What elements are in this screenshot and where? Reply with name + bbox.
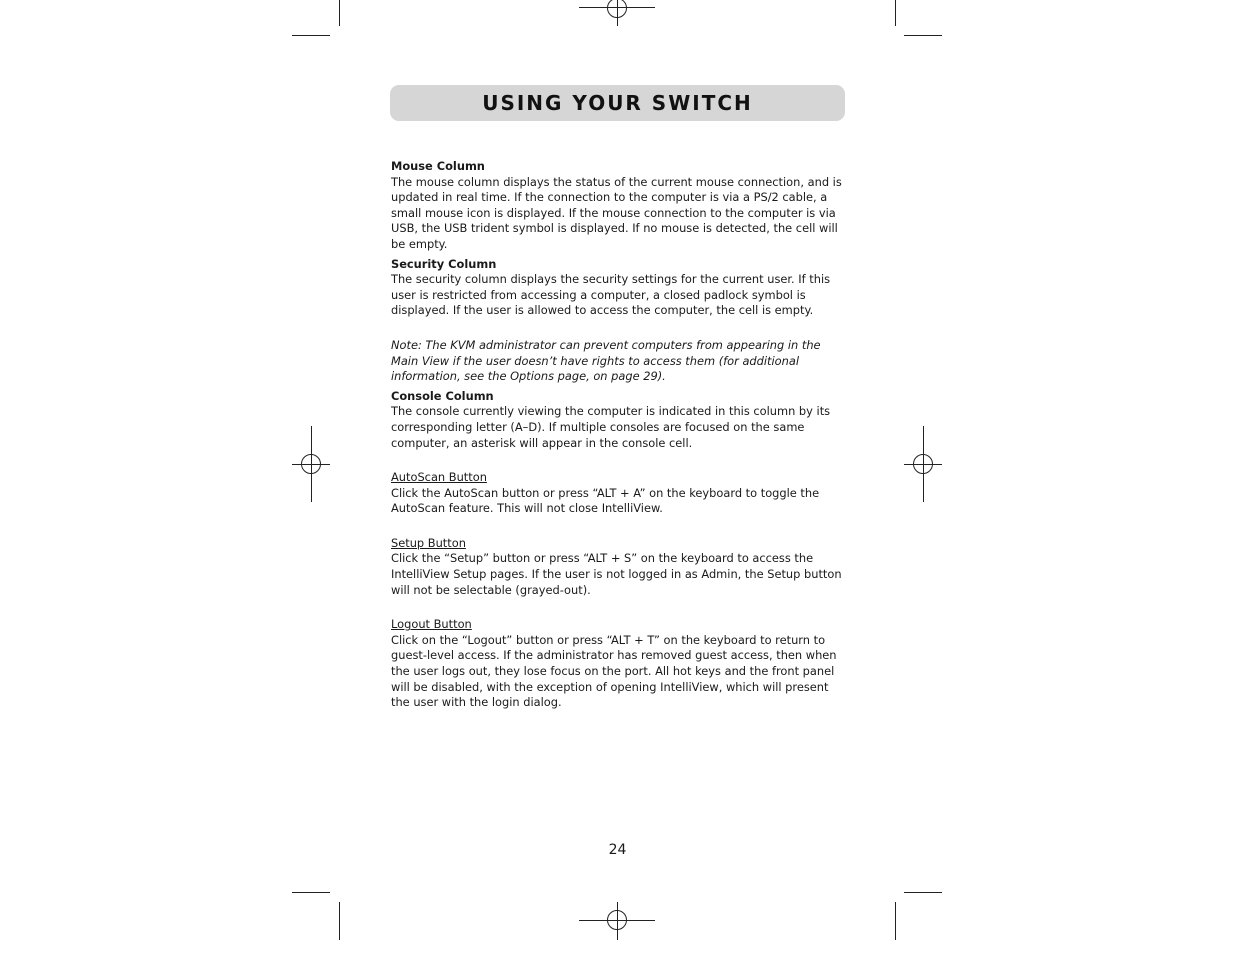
paragraph: Click the “Setup” button or press “ALT + S” on the keyboard to access the IntelliView Setup pages. If the user is not logged in as Admin, the Setup button will not be selectable (grayed-out). — [391, 551, 842, 597]
note-text: Note: The KVM administrator can prevent computers from appearing in the Main View if the user doesn’t have rights to access them (for additional information, see the Options page, on page 29). — [391, 337, 821, 384]
paragraph: The mouse column displays the status of the current mouse connection, and is updated in real time. If the connection to the computer is via a PS/2 cable, a small mouse icon is displayed. If the mouse connection to the computer is via USB, the USB trident symbol is displayed. If no mouse is detected, the cell will be empty. — [391, 174, 842, 251]
paragraph: Click the AutoScan button or press “ALT + A” on the keyboard to toggle the AutoScan feature. This will not close IntelliView. — [391, 485, 820, 516]
subsection-heading: AutoScan Button — [391, 470, 487, 485]
section-heading: Console Column — [391, 388, 494, 403]
paragraph: The security column displays the security settings for the current user. If this user is restricted from accessing a computer, a closed padlock symbol is displayed. If the user is allowed to access the computer, the cell is empty. — [391, 272, 831, 318]
autoscan-button-section — [391, 470, 846, 517]
logout-button-section — [391, 617, 846, 711]
crop-mark — [292, 35, 330, 36]
crop-mark — [895, 902, 896, 940]
security-column-section — [391, 257, 846, 319]
page-number: 24 — [608, 842, 627, 858]
paragraph: Click on the “Logout” button or press “ALT + T” on the keyboard to return to guest-level access. If the administrator has removed guest access, then when the user logs out, they lose focus on the port. All hot keys and the front panel will be disabled, with the exception of opening IntelliView, which will present the user with the login dialog. — [391, 632, 837, 710]
crop-mark — [339, 0, 340, 26]
note-section — [391, 338, 846, 385]
setup-button-section — [391, 536, 846, 598]
section-heading: Mouse Column — [391, 159, 485, 173]
subsection-heading: Setup Button — [391, 535, 466, 550]
section-heading: Security Column — [391, 256, 497, 271]
crop-mark — [895, 0, 896, 26]
paragraph: The console currently viewing the computer is indicated in this column by its corresponding letter (A–D). If multiple consoles are focused on the same computer, an asterisk will appear in the console cell. — [391, 404, 831, 450]
document-body — [391, 159, 846, 715]
page-title: USING YOUR SWITCH — [482, 91, 753, 115]
crop-mark — [904, 892, 942, 893]
crop-mark — [292, 892, 330, 893]
subsection-heading: Logout Button — [391, 617, 472, 632]
crop-mark — [904, 35, 942, 36]
crop-mark — [339, 902, 340, 940]
section-banner — [390, 85, 845, 121]
console-column-section — [391, 389, 846, 451]
mouse-column-section — [391, 159, 846, 253]
